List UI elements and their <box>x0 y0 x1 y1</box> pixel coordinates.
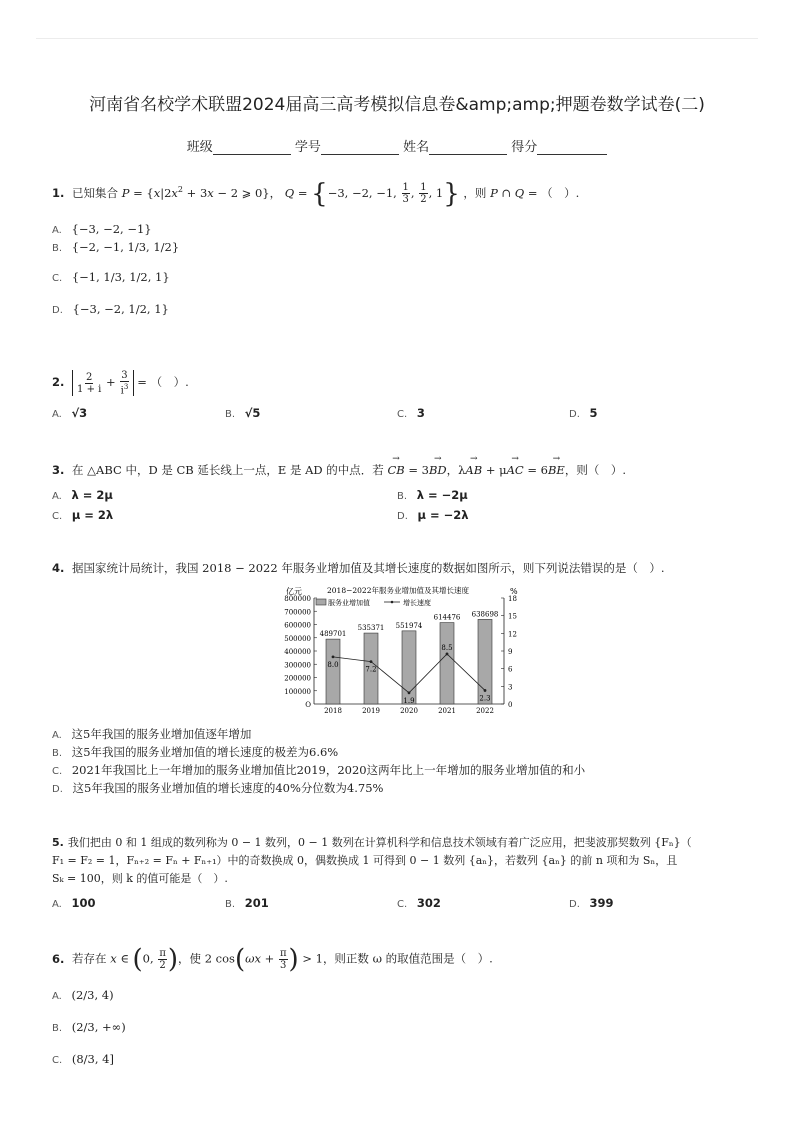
option-text: {−3, −2, −1} <box>71 222 152 236</box>
growth-point <box>370 660 373 663</box>
option-label: A. <box>52 409 62 420</box>
option-label: A. <box>52 491 62 502</box>
question-5 <box>52 834 754 888</box>
question-text-end: （ ）. <box>150 375 189 390</box>
option-label: C. <box>52 273 63 284</box>
option-label: D. <box>52 305 63 316</box>
question-text: 据国家统计局统计，我国 2018 − 2022 年服务业增加值及其增长速度的数据如图所示，则下列说法错误的是（ ）. <box>72 561 665 575</box>
question-number: 4. <box>52 561 65 575</box>
option-label: A. <box>52 730 62 741</box>
y2-tick-label: 18 <box>508 595 517 603</box>
option-text: √3 <box>71 406 88 420</box>
score-label: 得分 <box>511 140 538 155</box>
option-label: B. <box>52 1023 63 1034</box>
chart-title: 2018−2022年服务业增加值及其增长速度 <box>327 586 469 595</box>
option-label: B. <box>52 243 63 254</box>
option-label: A. <box>52 225 62 236</box>
option-text: 399 <box>589 896 614 910</box>
option-label: C. <box>52 1055 63 1066</box>
q6-option-c[interactable] <box>52 1052 114 1066</box>
bar-value-label: 614476 <box>433 613 461 622</box>
option-label: B. <box>397 491 408 502</box>
page-title: 河南省名校学术联盟2024届高三高考模拟信息卷&amp;amp;押题卷数学试卷(二) <box>89 95 705 115</box>
question-text-mid: ，使 <box>178 951 202 966</box>
chart-bars <box>320 610 499 704</box>
y2-tick-label: 6 <box>508 665 513 674</box>
name-blank <box>429 154 507 155</box>
q6-option-b[interactable] <box>52 1020 126 1034</box>
option-text: (2/3, 4) <box>71 988 114 1002</box>
option-label: D. <box>569 409 580 420</box>
name-label: 姓名 <box>403 140 430 155</box>
q3-option-d[interactable] <box>397 508 469 522</box>
bar-value-label: 489701 <box>319 630 347 639</box>
bar-value-label: 638698 <box>471 610 499 619</box>
legend-line-marker <box>391 601 394 604</box>
question-text: 已知集合 <box>72 185 119 200</box>
q5-option-a[interactable] <box>52 896 96 910</box>
y2-tick-label: 9 <box>508 648 513 656</box>
q1-option-d[interactable] <box>52 302 169 316</box>
q2-option-a[interactable] <box>52 406 87 420</box>
bar-2021 <box>440 623 454 704</box>
option-text: 201 <box>244 896 269 910</box>
y-tick-label: 400000 <box>284 648 311 656</box>
question-number: 2. <box>52 375 65 390</box>
question-text-tail: ，则 <box>463 185 487 200</box>
q1-option-b[interactable] <box>52 240 179 254</box>
q2-option-c[interactable] <box>397 406 425 420</box>
question-6: 6. 若存在 x ∈ (0, $\frac{\pi}{2}$ )，使 2 cos(ωx + $\frac{\pi}{3}$ ) > 1，则正数 ω 的取值范围是（ ）. <box>52 944 493 975</box>
q2-option-d[interactable] <box>569 406 598 420</box>
q6-option-a[interactable] <box>52 988 114 1002</box>
chart-x-ticks <box>324 707 494 715</box>
y-tick-label: 300000 <box>284 661 311 670</box>
option-label: B. <box>52 748 63 759</box>
y-tick-label: O <box>305 701 311 709</box>
question-text-end: （ ）. <box>541 185 580 200</box>
question-text: 若存在 <box>72 951 107 966</box>
option-label: C. <box>52 511 63 522</box>
score-blank <box>537 154 607 155</box>
y-tick-label: 500000 <box>284 634 311 643</box>
q5-option-c[interactable] <box>397 896 441 910</box>
option-text: 3 <box>416 406 425 420</box>
question-1: 1. 已知集合 $P = \{x|2x^2 + 3x - 2$ ⩾ 0}， Q = {−3, −2, −1, $\frac{1}{3}$ , $\frac{1}{2}$ , 1} ，则 P ∩ Q = （ ）. <box>52 178 580 209</box>
option-label: A. <box>52 899 62 910</box>
y2-tick-label: 3 <box>508 683 513 692</box>
y-tick-label: 200000 <box>284 674 311 683</box>
option-label: D. <box>397 511 408 522</box>
y-tick-label: 800000 <box>284 595 311 603</box>
top-divider <box>36 38 758 39</box>
option-label: D. <box>569 899 580 910</box>
bar-value-label: 535371 <box>357 624 385 633</box>
question-number: 6. <box>52 951 65 966</box>
q4-option-a[interactable] <box>52 726 251 742</box>
question-line-3: Sₖ = 100，则 k 的值可能是（ ）. <box>52 872 228 885</box>
q3-option-a[interactable] <box>52 488 113 502</box>
option-text: μ = −2λ <box>417 508 469 522</box>
q4-option-d[interactable] <box>52 780 383 796</box>
option-text: (2/3, +∞) <box>71 1020 126 1034</box>
q4-option-c[interactable] <box>52 762 585 778</box>
growth-point <box>446 653 449 656</box>
growth-value-label: 1.9 <box>403 696 415 705</box>
y2-tick-label: 15 <box>508 612 517 621</box>
q5-option-b[interactable] <box>225 896 269 910</box>
option-text: {−2, −1, 1/3, 1/2} <box>71 240 180 254</box>
chart-ylabel: 亿元 <box>286 587 302 596</box>
growth-point <box>332 655 335 658</box>
q3-option-c[interactable] <box>52 508 113 522</box>
question-text-end: ，则正数 ω 的取值范围是（ ）. <box>322 951 493 966</box>
q1-option-a[interactable] <box>52 222 152 236</box>
option-text: μ = 2λ <box>71 508 114 522</box>
option-text: 302 <box>416 896 441 910</box>
option-text: (8/3, 4] <box>71 1052 114 1066</box>
student-info-row <box>0 136 794 155</box>
y-tick-label: 600000 <box>284 621 311 630</box>
option-label: A. <box>52 991 62 1002</box>
legend-bar-swatch <box>316 599 326 605</box>
option-label: B. <box>225 899 236 910</box>
x-tick-label: 2018 <box>324 707 342 715</box>
question-line-1 <box>52 834 754 852</box>
option-text: λ = 2μ <box>71 488 113 502</box>
question-4 <box>52 559 754 577</box>
option-text: 2021年我国比上一年增加的服务业增加值比2019，2020这两年比上一年增加的服务业增加值的和小 <box>71 763 586 777</box>
option-text: 这5年我国的服务业增加值逐年增加 <box>71 727 252 741</box>
q5-option-d[interactable] <box>569 896 614 910</box>
y-tick-label: 100000 <box>284 687 311 696</box>
growth-point <box>408 691 411 694</box>
legend-bar-name: 服务业增加值 <box>328 599 370 607</box>
x-tick-label: 2021 <box>438 707 456 715</box>
growth-value-label: 2.3 <box>479 694 491 703</box>
y2-tick-label: 0 <box>508 701 513 709</box>
option-text: 这5年我国的服务业增加值的增长速度的极差为6.6% <box>71 745 339 759</box>
growth-value-label: 8.5 <box>441 643 453 652</box>
growth-value-label: 8.0 <box>327 660 339 669</box>
option-text: √5 <box>244 406 261 420</box>
question-number: 5. <box>52 836 64 849</box>
q4-option-b[interactable] <box>52 744 338 760</box>
option-label: C. <box>397 409 408 420</box>
question-3: 3. 在 △ABC 中，D 是 CB 延长线上一点，E 是 AD 的中点．若 → CB = 3→ BD，λ→ AB + μ→ AC = 6→ BE，则（ ）. <box>52 461 754 479</box>
option-text: 5 <box>589 406 598 420</box>
x-tick-label: 2019 <box>362 707 380 715</box>
question-text-end: ，则（ ）. <box>564 463 626 477</box>
y2-tick-label: 12 <box>508 630 517 639</box>
option-text: λ = −2μ <box>416 488 468 502</box>
services-chart <box>268 584 530 722</box>
x-tick-label: 2020 <box>400 707 418 715</box>
question-number: 1. <box>52 185 65 200</box>
option-text: {−1, 1/3, 1/2, 1} <box>71 270 170 284</box>
number-label: 学号 <box>294 140 321 155</box>
question-text-line1: 我们把由 0 和 1 组成的数列称为 0 − 1 数列，0 − 1 数列在计算机科学和信息技术领域有着广泛应用，把斐波那契数列 {Fₙ}（ <box>67 836 692 849</box>
q2-option-b[interactable] <box>225 406 260 420</box>
option-text: 100 <box>71 896 96 910</box>
bar-value-label: 551974 <box>395 621 423 630</box>
chart-y2label: % <box>510 587 518 596</box>
question-number: 3. <box>52 463 65 477</box>
legend-line-name: 增长速度 <box>403 599 431 607</box>
option-label: B. <box>225 409 236 420</box>
class-label: 班级 <box>186 140 213 155</box>
q1-option-c[interactable] <box>52 270 170 284</box>
chart-legend <box>316 598 431 607</box>
growth-value-label: 7.2 <box>365 665 377 674</box>
option-text: {−3, −2, 1/2, 1} <box>72 302 169 316</box>
option-text: 这5年我国的服务业增加值的增长速度的40%分位数为4.75% <box>72 781 384 795</box>
q3-option-b[interactable] <box>397 488 468 502</box>
option-label: C. <box>52 766 63 777</box>
y-tick-label: 700000 <box>284 608 311 617</box>
question-text: 在 △ABC 中，D 是 CB 延长线上一点，E 是 AD 的中点．若 <box>72 463 384 477</box>
growth-point <box>484 689 487 692</box>
class-blank <box>213 154 291 155</box>
number-blank <box>321 154 399 155</box>
option-label: C. <box>397 899 408 910</box>
option-label: D. <box>52 784 63 795</box>
bar-2018 <box>326 639 340 704</box>
question-line-2: F₁ = F₂ = 1，Fₙ₊₂ = Fₙ + Fₙ₊₁）中的奇数换成 0，偶数换成 1 可得到 0 − 1 数列 {aₙ}，若数列 {aₙ} 的前 n 项和为 Sₙ，且 <box>52 854 678 867</box>
x-tick-label: 2022 <box>476 707 494 715</box>
question-2: 2. $\frac{2}{1 + i}$ + $\frac{3}{i^3}$ = （ ）. <box>52 370 189 397</box>
